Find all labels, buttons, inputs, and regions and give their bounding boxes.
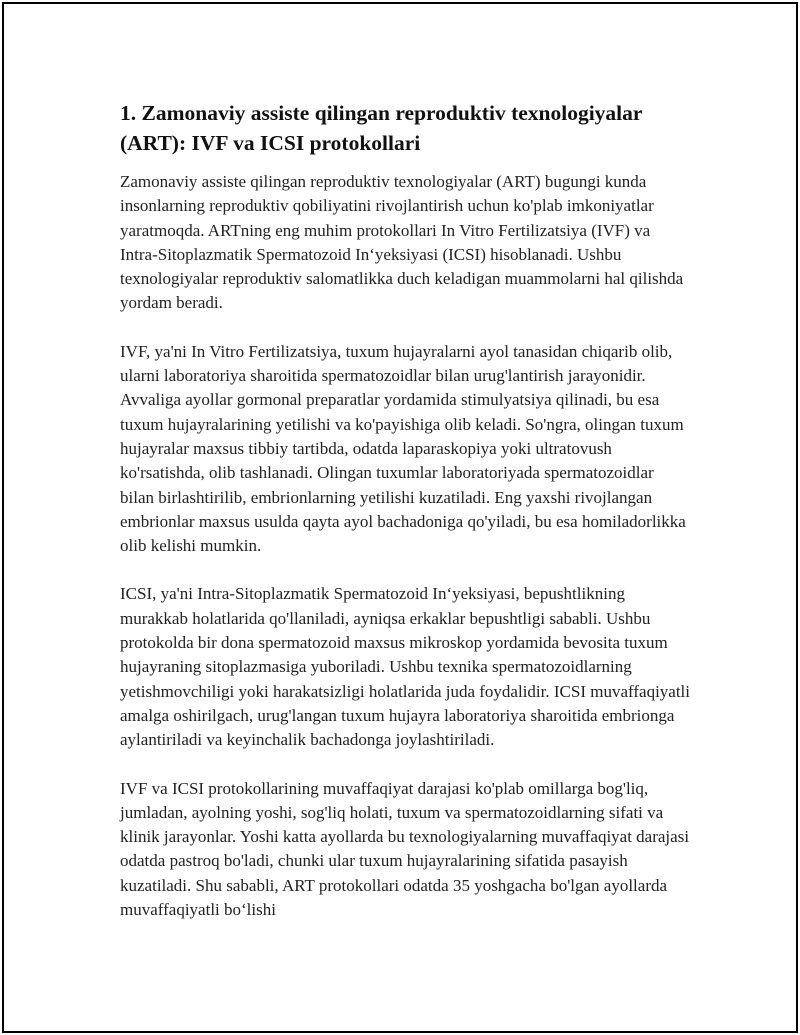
paragraph-icsi: ICSI, ya'ni Intra-Sitoplazmatik Spermatozoid In‘yeksiyasi, bepushtlikning murakkab holatlarida qo'llaniladi, ayniqsa erkaklar bepushtligi sababli. Ushbu protokolda bir dona spermatozoid maxsus mikroskop yordamida bevosita tuxum hujayraning sitoplazmasiga yuboriladi. Ushbu texnika spermatozoidlarning yetishmovchiligi yoki harakatsizligi holatlarida juda foydalidir. ICSI muvaffaqiyatli amalga oshirilgach, urug'langan tuxum hujayra laboratoriya sharoitida embrionga aylantiriladi va keyinchalik bachadonga joylashtiriladi. <box>120 584 691 750</box>
document-body <box>120 98 690 922</box>
document-title: 1. Zamonaviy assiste qilingan reproduktiv texnologiyalar (ART): IVF va ICSI protokollari <box>120 101 643 155</box>
paragraph-success-factors: IVF va ICSI protokollarining muvaffaqiyat darajasi ko'plab omillarga bog'liq, jumladan, ayolning yoshi, sog'liq holati, tuxum va spermatozoidlarning sifati va klinik jarayonlar. Yoshi katta ayollarda bu texnologiyalarning muvaffaqiyat darajasi odatda pastroq bo'ladi, chunki ular tuxum hujayralarining sifatida pasayish kuzatiladi. Shu sababli, ART protokollari odatda 35 yoshgacha bo'lgan ayollarda muvaffaqiyatli bo‘lishi <box>120 778 690 920</box>
paragraph-ivf: IVF, ya'ni In Vitro Fertilizatsiya, tuxum hujayralarni ayol tanasidan chiqarib olib, ularni laboratoriya sharoitida spermatozoidlar bilan urug'lantirish jarayonidir. Avvaliga ayollar gormonal preparatlar yordamida stimulyatsiya qilinadi, bu esa tuxum hujayralarining yetilishi va ko'payishiga olib keladi. So'ngra, olingan tuxum hujayralar maxsus tibbiy tartibda, odatda laparaskopiya yoki ultratovush ko'rsatishda, olib tashlanadi. Olingan tuxumlar laboratoriyada spermatozoidlar bilan birlashtirilib, embrionlarning yetilishi kuzatiladi. Eng yaxshi rivojlangan embrionlar maxsus usulda qayta ayol bachadoniga qo'yiladi, bu esa homiladorlikka olib kelishi mumkin. <box>120 341 686 556</box>
page-frame <box>2 2 798 1033</box>
paragraph-art-intro: Zamonaviy assiste qilingan reproduktiv texnologiyalar (ART) bugungi kunda insonlarning reproduktiv qobiliyatini rivojlantirish uchun ko'plab imkoniyatlar yaratmoqda. ARTning eng muhim protokollari In Vitro Fertilizatsiya (IVF) va Intra-Sitoplazmatik Spermatozoid In‘yeksiyasi (ICSI) hisoblanadi. Ushbu texnologiyalar reproduktiv salomatlikka duch keladigan muammolarni hal qilishda yordam beradi. <box>120 172 684 313</box>
